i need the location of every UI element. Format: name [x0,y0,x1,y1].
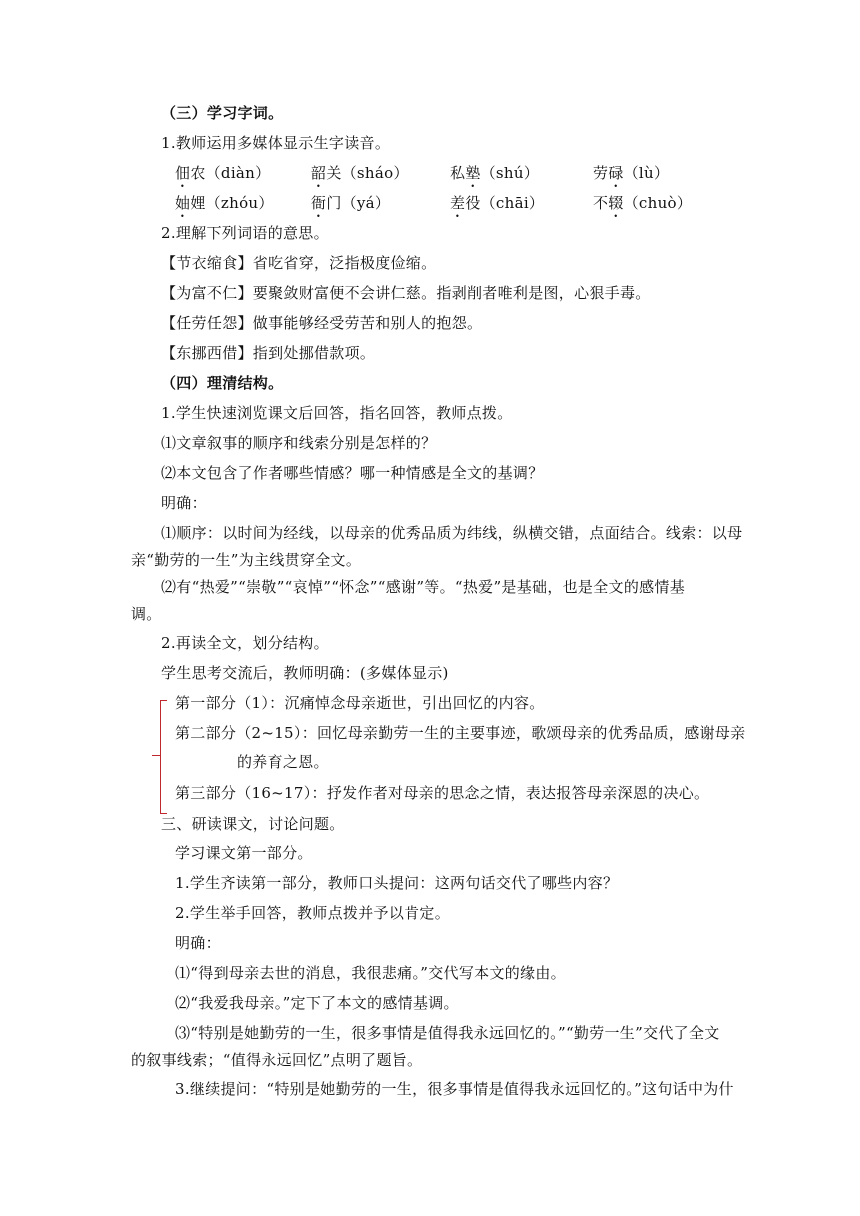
structure-part: 第二部分（2~15）：回忆母亲勤劳一生的主要事迹，歌颂母亲的优秀品质，感谢母亲 [175,724,746,742]
char-pronunciation: 妯娌（zhóu） [175,194,274,212]
paragraph: 调。 [131,605,162,623]
section-heading: （四）理清结构。 [161,374,284,392]
char-pronunciation: 劳碌（lù） [593,164,670,182]
paragraph: ⑵有“热爱”“崇敬”“哀悼”“怀念”“感谢”等。“热爱”是基础，也是全文的感情基 [161,578,686,596]
paragraph: 学生思考交流后，教师明确：(多媒体显示) [161,664,449,682]
paragraph: 2.学生举手回答，教师点拨并予以肯定。 [175,904,451,922]
term-definition: 【为富不仁】要聚敛财富便不会讲仁慈。指剥削者唯利是图，心狠手毒。 [161,284,651,302]
structure-part: 第一部分（1）：沉痛悼念母亲逝世，引出回忆的内容。 [175,694,545,712]
term-definition: 【东挪西借】指到处挪借款项。 [161,344,376,362]
paragraph: 明确： [175,934,221,952]
char-pronunciation: 私塾（shú） [450,164,540,182]
paragraph: 1.学生齐读第一部分，教师口头提问：这两句话交代了哪些内容？ [175,874,619,892]
char-pronunciation: 韶关（sháo） [311,164,409,182]
paragraph: 2.再读全文，划分结构。 [161,634,329,652]
structure-bracket [160,700,167,814]
paragraph: ⑶“特别是她勤劳的一生，很多事情是值得我永远回忆的。”“勤劳一生”交代了全文 [175,1024,720,1042]
paragraph: 2.理解下列词语的意思。 [161,224,329,242]
structure-part: 第三部分（16~17）：抒发作者对母亲的思念之情，表达报答母亲深恩的决心。 [175,784,710,802]
section-heading: （三）学习字词。 [161,104,284,122]
char-pronunciation: 差役（chāi） [450,194,545,212]
paragraph: ⑵“我爱我母亲。”定下了本文的感情基调。 [175,994,459,1012]
paragraph: ⑴文章叙事的顺序和线索分别是怎样的？ [161,434,437,452]
paragraph: 学习课文第一部分。 [175,844,313,862]
paragraph: 的叙事线索；“值得永远回忆”点明了题旨。 [131,1051,423,1069]
char-pronunciation: 佃农（diàn） [175,164,271,182]
paragraph: ⑵本文包含了作者哪些情感？哪一种情感是全文的基调？ [161,464,544,482]
paragraph: 1.学生快速浏览课文后回答，指名回答，教师点拨。 [161,404,513,422]
section-heading: 三、研读课文，讨论问题。 [161,815,345,833]
structure-bracket-tick [152,755,161,756]
structure-part: 的养育之恩。 [237,753,329,771]
char-pronunciation: 不辍（chuò） [593,194,693,212]
paragraph: 1.教师运用多媒体显示生字读音。 [161,134,391,152]
paragraph: ⑴顺序：以时间为经线，以母亲的优秀品质为纬线，纵横交错，点面结合。线索：以母 [161,524,743,542]
paragraph: 3.继续提问：“特别是她勤劳的一生，很多事情是值得我永远回忆的。”这句话中为什 [175,1080,734,1098]
char-pronunciation: 衙门（yá） [311,194,391,212]
term-definition: 【节衣缩食】省吃省穿，泛指极度俭缩。 [161,254,437,272]
paragraph: ⑴“得到母亲去世的消息，我很悲痛。”交代写本文的缘由。 [175,964,566,982]
paragraph: 明确： [161,494,207,512]
term-definition: 【任劳任怨】做事能够经受劳苦和别人的抱怨。 [161,314,483,332]
paragraph: 亲“勤劳的一生”为主线贯穿全文。 [131,551,362,569]
